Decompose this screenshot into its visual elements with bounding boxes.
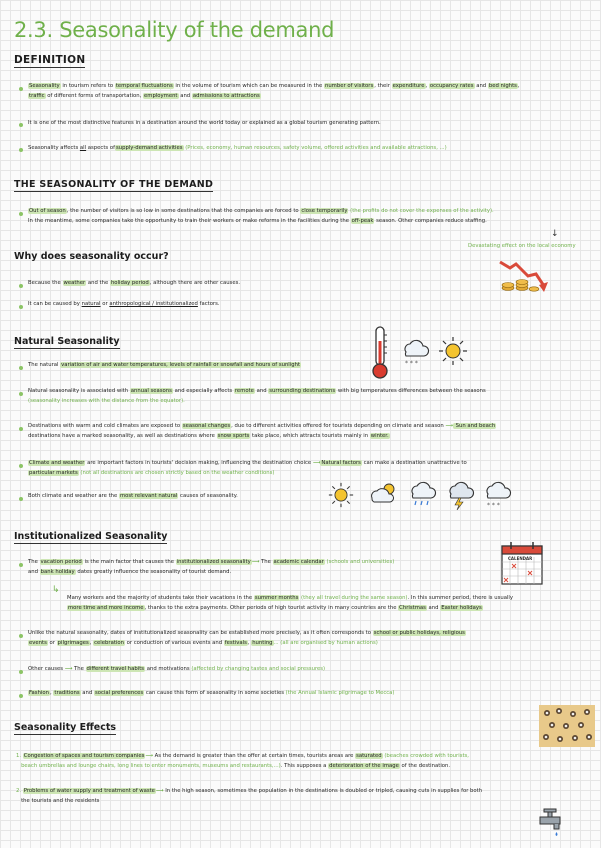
natural-bullet-4: Climate and weather are important factors in tourists' decision making, influencing the destination choice ⟶Natural factors can make a destination unattractive to particular markets (not all destinations are chosen strictly based on the weather conditions) xyxy=(29,460,467,476)
bullet-dot xyxy=(19,305,23,309)
institutional-heading: Institutionalized Seasonality xyxy=(14,531,168,542)
why-heading: Why does seasonality occur? xyxy=(14,251,169,262)
cloud-storm-icon xyxy=(444,480,476,510)
bullet-dot xyxy=(19,366,23,370)
institutional-bullet-4: Fashion, traditions and social preferences can cause this form of seasonality in some societies (the Annual Islamic pilgrimage to Mecca) xyxy=(29,690,395,696)
bullet-dot xyxy=(19,563,23,567)
bullet-dot xyxy=(19,464,23,468)
institutional-bullet-3: Other causes ⟶ The different travel habits and motivations (affected by changing tastes and social pressures) xyxy=(28,666,326,672)
institutional-bullet-2: Unlike the natural seasonality, dates of institutionalized seasonality can be established more precisely, as it often corresponds to school or public holidays, religious events or pilgrimages, celebration or conduction of various events and festivals, hunting... (all are organised by human actions) xyxy=(28,630,465,646)
bullet-dot xyxy=(19,670,23,674)
effect-2: 2. Problems of water supply and treatment of waste⟶ In the high season, sometimes the population in the destinations is doubled or tripled, causing cuts in supplies for both the tourists and the residents xyxy=(16,788,483,804)
negative-effect-note: Devastating effect on the local economy xyxy=(468,243,576,249)
effect-1: 1. Congestion of spaces and tourism companies⟶ As the demand is greater than the offer at certain times, tourists areas are saturated (beaches crowded with tourists, beach umbrellas and lounge chairs, long lines to enter monuments, museums and restaurants,...). This supposes a deterioration of the image of the destination. xyxy=(16,753,469,769)
bullet-dot xyxy=(19,497,23,501)
bullet-dot xyxy=(19,148,23,152)
natural-bullet-1: The natural variation of air and water temperatures, levels of rainfall or snowfall and hours of sunlight xyxy=(28,362,301,368)
cloud-snow-icon xyxy=(399,338,431,366)
sub-arrow-icon: ↳ xyxy=(52,585,60,595)
calendar-icon xyxy=(500,540,544,586)
natural-bullet-3: Destinations with warm and cold climates are exposed to seasonal changes, due to different activities offered for tourists depending on climate and season ⟶ Sun and beach destinations have a marked seasonality, as well as destinations where snow sports take place, which attracts tourists mainly in winter. xyxy=(28,423,496,439)
svg-text:* * *: * * * xyxy=(405,360,418,366)
bullet-dot xyxy=(19,87,23,91)
bullet-dot xyxy=(19,123,23,127)
effects-heading: Seasonality Effects xyxy=(14,722,117,733)
calendar-label: CALENDAR xyxy=(508,556,533,561)
bullet-dot xyxy=(19,212,23,216)
natural-bullet-2: Natural seasonality is associated with annual seasons and especially affects remote and surrounding destinations with big temperatures differences between the seasons (seasonality increases with the distance from the equator). xyxy=(28,388,486,404)
beach-icon xyxy=(539,705,595,747)
page-title: 2.3. Seasonality of the demand xyxy=(14,18,335,42)
why-bullet-2: It can be caused by natural or anthropological / institutionalized factors. xyxy=(28,301,220,307)
money-decline-icon xyxy=(498,258,550,294)
natural-bullet-5: Both climate and weather are the most relevant natural causes of seasonality. xyxy=(28,493,238,499)
institutional-subpoint: Many workers and the majority of students take their vacations in the summer months (they all travel during the same season). In this summer period, there is usually more time and more income, thanks to the extra payments. Other periods of high tourist activity in many countries are the Christmas and Easter holidays xyxy=(67,595,514,611)
svg-text:* * *: * * * xyxy=(487,502,500,509)
faucet-icon xyxy=(538,808,568,838)
cloud-sun-icon xyxy=(367,480,399,508)
definition-heading: DEFINITION xyxy=(14,54,86,66)
seasonality-heading: THE SEASONALITY OF THE DEMAND xyxy=(14,179,214,190)
bullet-dot xyxy=(19,392,23,396)
sun-icon xyxy=(328,482,354,508)
bullet-dot xyxy=(19,694,23,698)
seasonality-paragraph: Out of season, the number of visitors is so low in some destinations that the companies are forced to close temporarily (the profits do not cover the expenses of the activity). In the meantime, some companies take the opportunity to train their workers or make reforms in the facilities during the off-peak season. Other companies reduce staffing. xyxy=(28,208,494,224)
down-arrow: ↓ xyxy=(551,229,559,239)
thermometer-icon xyxy=(368,325,392,381)
institutional-bullet-1: The vacation period is the main factor that causes the institutionalized seasonality⟶ The academic calendar (schools and universities) and bank holiday dates greatly influence the seasonality of tourist demand. xyxy=(28,559,395,575)
bullet-dot xyxy=(19,284,23,288)
definition-bullet-3: Seasonality affects all aspects ofsupply-demand activities (Prices, economy, human resources, safety volume, offered activities and available attractions, ...) xyxy=(28,145,447,151)
cloud-snow-icon xyxy=(481,480,513,510)
definition-bullet-2: It is one of the most distinctive features in a destination around the world today or explained as a global tourism generating pattern. xyxy=(28,120,381,126)
sun-icon xyxy=(438,336,468,366)
bullet-dot xyxy=(19,634,23,638)
definition-bullet-1: Seasonality in tourism refers to temporal fluctuations in the volume of tourism which can be measured in the number of visitors, their expenditure, occupancy rates and bed nights, traffic of different forms of transportation, employment and admissions to attractions xyxy=(29,83,520,99)
bullet-dot xyxy=(19,427,23,431)
natural-heading: Natural Seasonality xyxy=(14,336,120,347)
cloud-rain-icon xyxy=(406,480,438,510)
why-bullet-1: Because the weather and the holiday period, although there are other causes. xyxy=(28,280,241,286)
